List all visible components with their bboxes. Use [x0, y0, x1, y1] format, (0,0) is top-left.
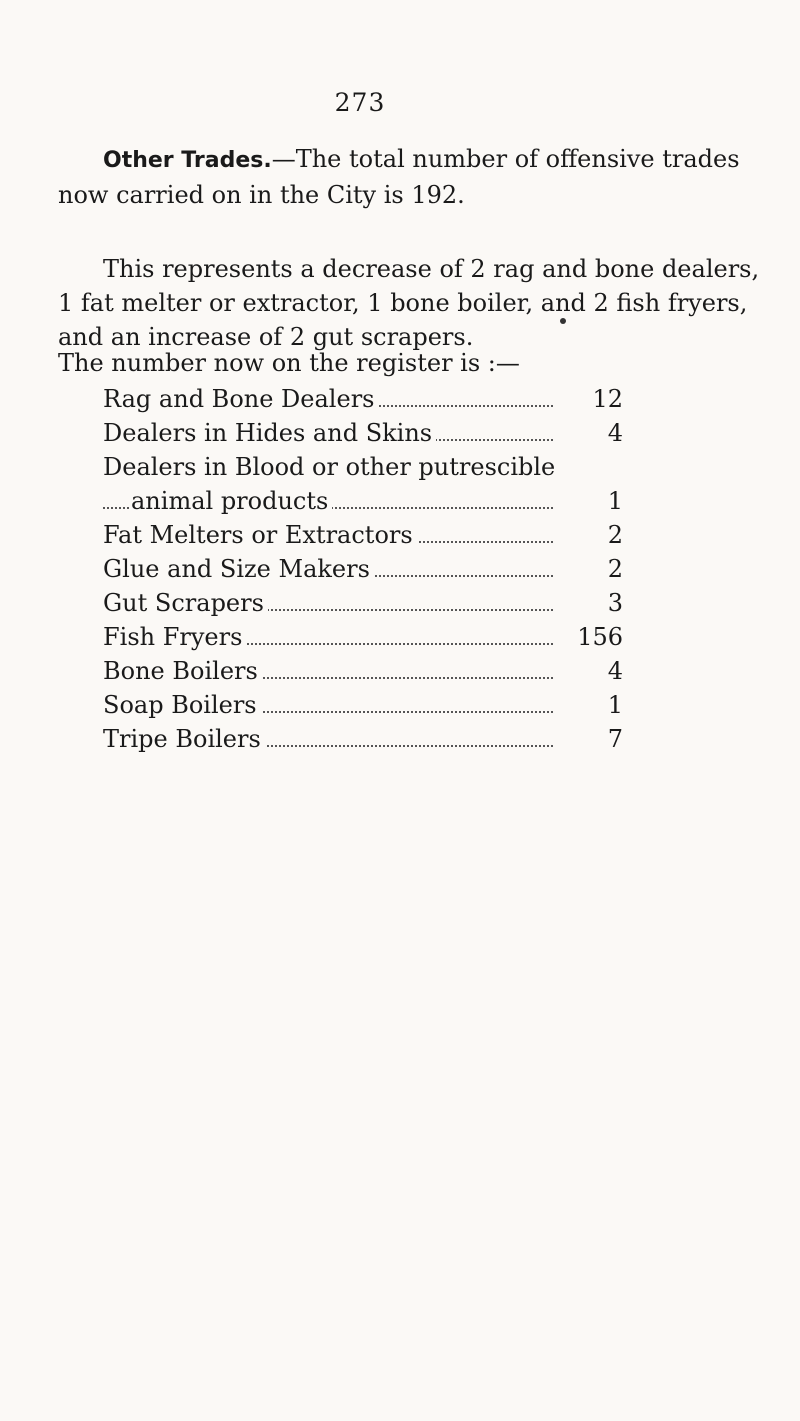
- entry-label: animal products: [131, 487, 332, 515]
- entry-value: 2: [553, 552, 623, 586]
- register-list: [103, 382, 623, 756]
- paragraph-register-intro: [58, 346, 778, 380]
- paragraph-line: [58, 252, 778, 286]
- entry-label: Glue and Size Makers: [103, 555, 374, 583]
- register-entry-gut-scrapers: [103, 586, 623, 620]
- entry-value: 4: [553, 416, 623, 450]
- register-entry-fat-melters: [103, 518, 623, 552]
- register-entry-fish-fryers: [103, 620, 623, 654]
- entry-value: 156: [553, 620, 623, 654]
- paragraph-line: now carried on in the City is 192.: [58, 181, 465, 209]
- paragraph-text: This represents a decrease of 2 rag and bone dealers,: [103, 255, 760, 283]
- paragraph-line: 1 fat melter or extractor, 1 bone boiler, and 2 fish fryers,: [58, 289, 748, 317]
- entry-value: 1: [553, 484, 623, 518]
- paragraph-other-trades: [58, 142, 778, 212]
- paragraph-line: [58, 142, 778, 178]
- entry-label: Fat Melters or Extractors: [103, 521, 417, 549]
- entry-label: Dealers in Blood or other putrescible: [103, 453, 559, 481]
- entry-label: Bone Boilers: [103, 657, 262, 685]
- register-entry-soap-boilers: [103, 688, 623, 722]
- register-entry-blood-products: [103, 484, 623, 518]
- page-number: 273: [334, 88, 386, 117]
- paragraph-changes: [58, 252, 778, 354]
- register-entry-hides-skins: [103, 416, 623, 450]
- entry-value: 2: [553, 518, 623, 552]
- paragraph-line: The number now on the register is :—: [58, 349, 520, 377]
- register-entry-blood-line1: [103, 450, 623, 484]
- entry-value: 12: [553, 382, 623, 416]
- entry-label: Tripe Boilers: [103, 725, 265, 753]
- entry-value: 3: [553, 586, 623, 620]
- register-entry-tripe-boilers: [103, 722, 623, 756]
- entry-label: Dealers in Hides and Skins: [103, 419, 436, 447]
- run-in-heading: Other Trades.: [103, 148, 272, 173]
- entry-value: 4: [553, 654, 623, 688]
- entry-label: Soap Boilers: [103, 691, 261, 719]
- register-entry-rag-bone-dealers: [103, 382, 623, 416]
- entry-label: Gut Scrapers: [103, 589, 268, 617]
- entry-value: 7: [553, 722, 623, 756]
- paragraph-line: and an increase of 2 gut scrapers.: [58, 323, 474, 351]
- entry-value: 1: [553, 688, 623, 722]
- paragraph-text: —The total number of offensive trades: [271, 145, 740, 173]
- ink-speck: [560, 318, 566, 324]
- entry-label: Fish Fryers: [103, 623, 246, 651]
- register-entry-bone-boilers: [103, 654, 623, 688]
- register-entry-glue-size: [103, 552, 623, 586]
- entry-label: Rag and Bone Dealers: [103, 385, 378, 413]
